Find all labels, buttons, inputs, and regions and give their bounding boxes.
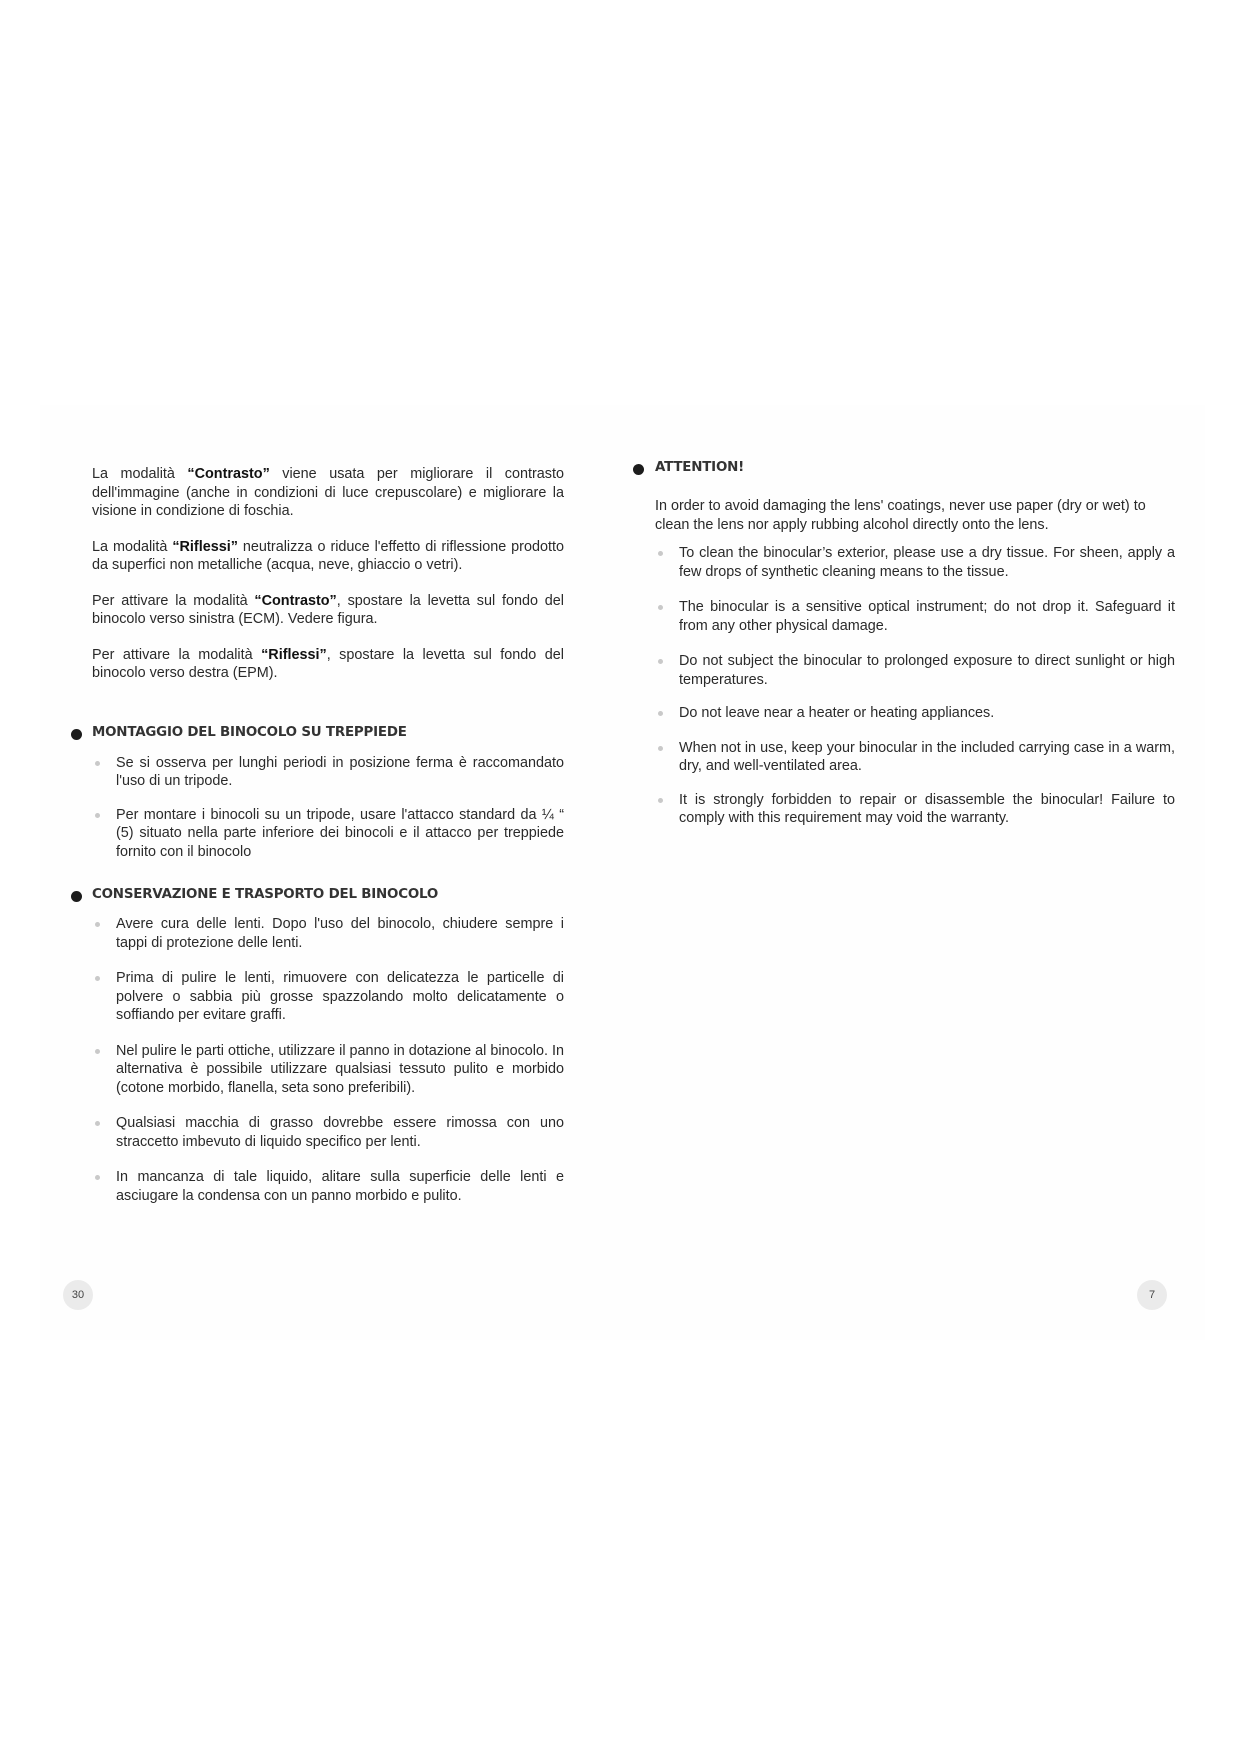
bullet-icon — [658, 551, 663, 556]
section-bullet-icon — [71, 891, 82, 902]
bullet-icon — [658, 798, 663, 803]
attention-intro: In order to avoid damaging the lens' coatings, never use paper (dry or wet) to clean the lens nor apply rubbing alcohol directly onto the lens. — [655, 498, 1146, 533]
bullet-icon — [658, 605, 663, 610]
list-item: It is strongly forbidden to repair or disassemble the binocular! Failure to comply with this requirement may void the warranty. — [655, 791, 1175, 828]
list-item: The binocular is a sensitive optical instrument; do not drop it. Safeguard it from any other physical damage. — [655, 598, 1175, 635]
bullet-icon — [95, 922, 100, 927]
page-number-left: 30 — [63, 1280, 93, 1310]
list-item: Do not leave near a heater or heating appliances. — [655, 704, 1175, 723]
list-item: Se si osserva per lunghi periodi in posizione ferma è raccomandato l'uso di un tripode. — [92, 754, 564, 791]
list-item: Per montare i binocoli su un tripode, usare l'attacco standard da ¼ “ (5) situato nella parte inferiore dei binocoli e il attacco per treppiede fornito con il binocolo — [92, 806, 564, 862]
section-heading-tripod: MONTAGGIO DEL BINOCOLO SU TREPPIEDE — [92, 725, 564, 740]
bullet-icon — [95, 1049, 100, 1054]
bullet-icon — [95, 1175, 100, 1180]
section-bullet-icon — [633, 464, 644, 475]
paragraph-contrasto: La modalità “Contrasto” viene usata per migliorare il contrasto dell'immagine (anche in condizioni di luce crepuscolare) e migliorare la visione in condizione di foschia. — [92, 466, 564, 519]
paragraph-activate-riflessi: Per attivare la modalità “Riflessi”, spostare la levetta sul fondo del binocolo verso destra (EPM). — [92, 646, 564, 681]
paragraph-activate-contrasto: Per attivare la modalità “Contrasto”, spostare la levetta sul fondo del binocolo verso sinistra (ECM). Vedere figura. — [92, 592, 564, 627]
list-item: Nel pulire le parti ottiche, utilizzare il panno in dotazione al binocolo. In alternativa è possibile utilizzare qualsiasi tessuto pulito e morbido (cotone morbido, flanella, seta sono preferibili). — [92, 1042, 564, 1098]
bullet-icon — [95, 1121, 100, 1126]
tripod-list — [92, 754, 564, 862]
bullet-icon — [658, 746, 663, 751]
list-item: Do not subject the binocular to prolonged exposure to direct sunlight or high temperatures. — [655, 652, 1175, 689]
page-number-right: 7 — [1137, 1280, 1167, 1310]
list-item: When not in use, keep your binocular in the included carrying case in a warm, dry, and well-ventilated area. — [655, 739, 1175, 776]
storage-list — [92, 915, 564, 1205]
paragraph-riflessi: La modalità “Riflessi” neutralizza o riduce l'effetto di riflessione prodotto da superfici non metalliche (acqua, neve, ghiaccio o vetri). — [92, 538, 564, 573]
list-item: In mancanza di tale liquido, alitare sulla superficie delle lenti e asciugare la condensa con un panno morbido e pulito. — [92, 1168, 564, 1205]
list-item: To clean the binocular’s exterior, please use a dry tissue. For sheen, apply a few drops of synthetic cleaning means to the tissue. — [655, 544, 1175, 581]
bullet-icon — [95, 813, 100, 818]
list-item: Qualsiasi macchia di grasso dovrebbe essere rimossa con uno straccetto imbevuto di liquido specifico per lenti. — [92, 1114, 564, 1151]
list-item: Avere cura delle lenti. Dopo l'uso del binocolo, chiudere sempre i tappi di protezione delle lenti. — [92, 915, 564, 952]
right-page-column — [655, 460, 1175, 843]
list-item: Prima di pulire le lenti, rimuovere con delicatezza le particelle di polvere o sabbia più grosse spazzolando molto delicatamente o soffiando per evitare graffi. — [92, 969, 564, 1025]
attention-list — [655, 544, 1175, 828]
bullet-icon — [95, 976, 100, 981]
section-bullet-icon — [71, 729, 82, 740]
section-heading-storage: CONSERVAZIONE E TRASPORTO DEL BINOCOLO — [92, 887, 564, 902]
bullet-icon — [658, 711, 663, 716]
bullet-icon — [658, 659, 663, 664]
attention-heading: ATTENTION! — [655, 460, 1175, 475]
left-page-column — [92, 465, 564, 1222]
bullet-icon — [95, 761, 100, 766]
